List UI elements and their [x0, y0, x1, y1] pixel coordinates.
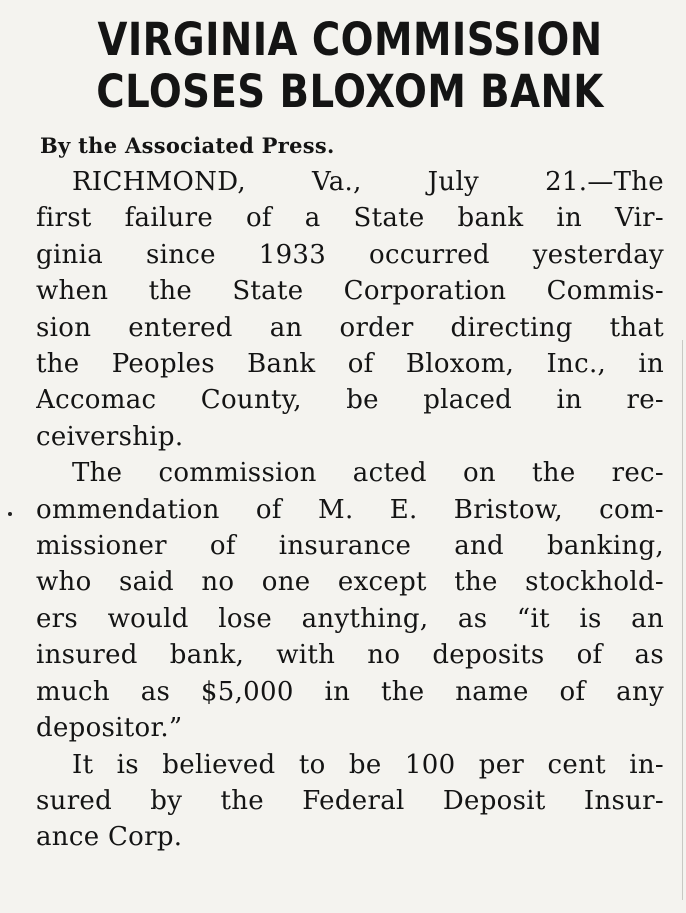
headline — [80, 14, 620, 118]
text-line: first failure of a State bank in Vir- — [36, 203, 664, 234]
text-line: missioner of insurance and banking, — [36, 531, 664, 562]
text-line: ommendation of M. E. Bristow, com- — [36, 494, 664, 525]
text-line: The commission acted on the rec- — [72, 458, 664, 489]
text-line: the Peoples Bank of Bloxom, Inc., in — [36, 349, 664, 380]
paragraph-3 — [36, 747, 664, 856]
text-line: ance Corp. — [36, 822, 183, 853]
article-body — [36, 164, 664, 856]
text-line: who said no one except the stockhold- — [36, 567, 664, 598]
text-line: sion entered an order directing that — [36, 312, 664, 343]
byline: By the Associated Press. — [40, 133, 335, 158]
text-line: when the State Corporation Commis- — [36, 276, 664, 307]
text-line: ginia since 1933 occurred yesterday — [36, 239, 664, 270]
text-line: ceivership. — [36, 421, 184, 452]
text-line: Accomac County, be placed in re- — [36, 385, 664, 416]
text-line: much as $5,000 in the name of any — [36, 676, 664, 707]
text-line: depositor.” — [36, 713, 183, 744]
print-speck — [8, 512, 12, 516]
text-line: RICHMOND, Va., July 21.—The — [72, 167, 664, 197]
text-line: ers would lose anything, as “it is an — [36, 603, 664, 634]
paragraph-2 — [36, 455, 664, 746]
headline-line-1: VIRGINIA COMMISSION — [97, 13, 603, 66]
text-line: It is believed to be 100 per cent in- — [72, 749, 664, 780]
column-rule — [682, 340, 683, 900]
paragraph-1 — [36, 164, 664, 455]
headline-line-2: CLOSES BLOXOM BANK — [96, 65, 604, 118]
text-line: sured by the Federal Deposit Insur- — [36, 785, 664, 816]
text-line: insured bank, with no deposits of as — [36, 640, 664, 671]
